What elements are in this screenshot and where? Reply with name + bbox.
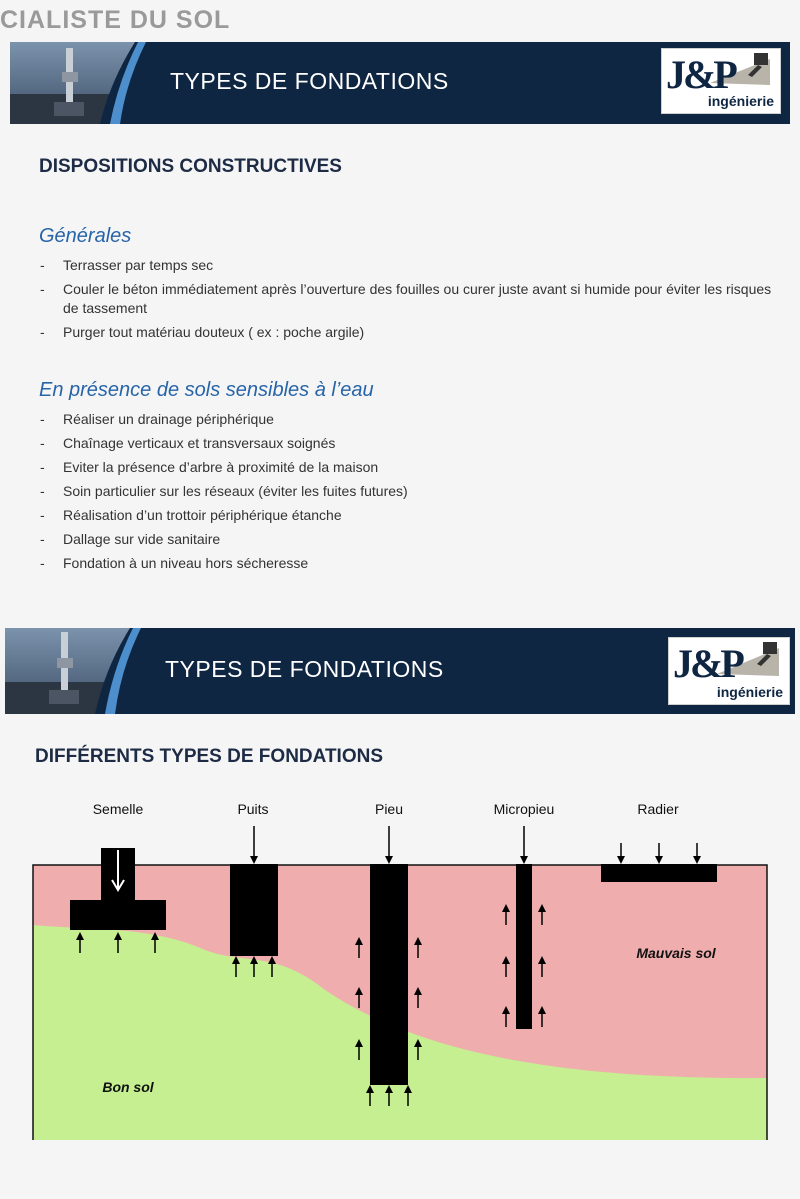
list-item: - Fondation à un niveau hors sécheresse (38, 554, 778, 573)
foundations-diagram (0, 780, 800, 1140)
logo-mark: J&P (673, 641, 742, 686)
list-item: - Soin particulier sur les réseaux (éviter les fuites futures) (38, 482, 778, 501)
section-title-dispositions: DISPOSITIONS CONSTRUCTIVES (39, 156, 342, 177)
list-item: - Purger tout matériau douteux ( ex : poche argile) (38, 323, 778, 342)
slide2-banner-title: TYPES DE FONDATIONS (165, 656, 444, 682)
section-title-types: DIFFÉRENTS TYPES DE FONDATIONS (35, 746, 384, 767)
logo-mark: J&P (666, 52, 735, 97)
label-semelle: Semelle (92, 801, 144, 817)
drilling-rig-photo (10, 42, 180, 124)
label-pieu: Pieu (374, 801, 404, 817)
brand-fragment: CIALISTE DU SOL (0, 6, 231, 34)
list-generales (38, 256, 778, 347)
slide1-banner (10, 42, 790, 124)
label-mauvais-sol: Mauvais sol (636, 945, 716, 961)
slide2-banner (5, 628, 795, 714)
pieu-shaft (370, 864, 408, 1085)
company-logo (668, 637, 790, 705)
logo-text: ingénierie (716, 684, 783, 700)
list-item: - Dallage sur vide sanitaire (38, 530, 778, 549)
puits-shaft (230, 864, 278, 956)
list-item: - Chaînage verticaux et transversaux soignés (38, 434, 778, 453)
drilling-rig-photo (5, 628, 175, 714)
label-puits: Puits (237, 801, 269, 817)
radier-slab (601, 864, 717, 882)
radier-load-arrows (621, 843, 697, 860)
list-item: - Couler le béton immédiatement après l’ouverture des fouilles ou curer juste avant si humide pour éviter les risques de tassement (38, 280, 778, 318)
subheading-sols-sensibles: En présence de sols sensibles à l’eau (39, 379, 374, 401)
company-logo (661, 48, 781, 114)
list-sols-sensibles (38, 410, 778, 578)
label-bon-sol: Bon sol (102, 1079, 154, 1095)
list-item: - Réalisation d’un trottoir périphérique étanche (38, 506, 778, 525)
micropieu-shaft (516, 864, 532, 1029)
logo-text: ingénierie (707, 93, 774, 109)
subheading-generales: Générales (39, 225, 132, 247)
slide1-banner-title: TYPES DE FONDATIONS (170, 68, 449, 94)
list-item: - Terrasser par temps sec (38, 256, 778, 275)
list-item: - Réaliser un drainage périphérique (38, 410, 778, 429)
label-radier: Radier (637, 801, 679, 817)
semelle-footing (70, 900, 166, 930)
list-item: - Eviter la présence d’arbre à proximité de la maison (38, 458, 778, 477)
label-micropieu: Micropieu (493, 801, 555, 817)
